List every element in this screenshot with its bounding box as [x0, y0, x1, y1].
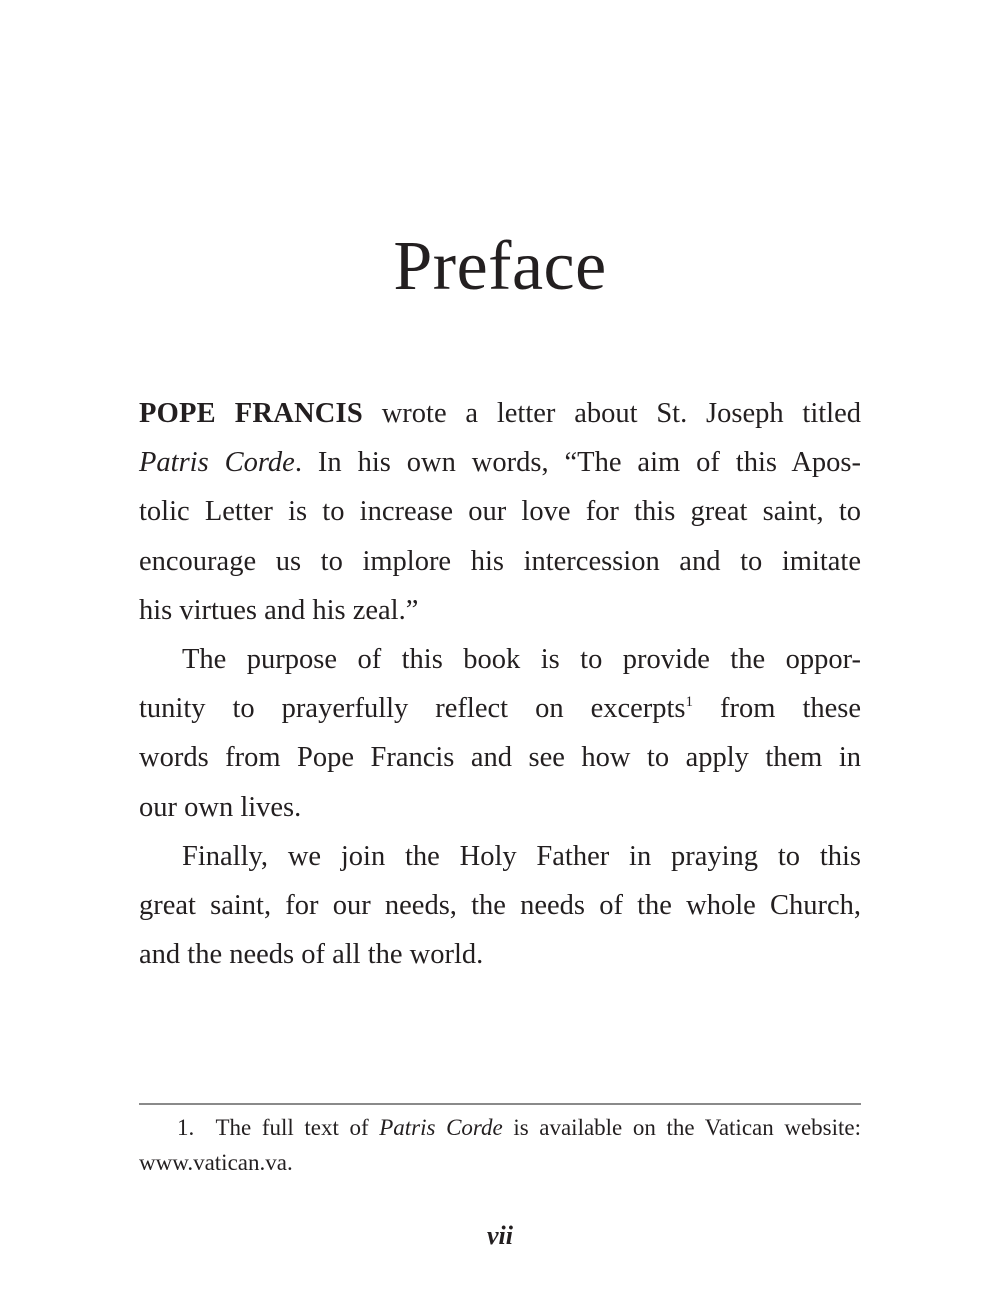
paragraph-line: and the needs of all the world. — [139, 939, 484, 971]
footnote-text: is available on the Vatican website: — [502, 1115, 861, 1140]
paragraph-line: The purpose of this book is to provide the oppor- — [182, 643, 861, 675]
lead-in-author: POPE FRANCIS — [139, 398, 363, 429]
footnote-divider — [139, 1103, 861, 1105]
footnote — [139, 1110, 861, 1180]
paragraph-line — [139, 438, 861, 487]
footnote-text: The full text of — [215, 1115, 380, 1140]
preface-body — [139, 389, 861, 979]
footnote-number: 1. — [177, 1115, 195, 1140]
line-text: from these — [693, 693, 861, 725]
paragraph-line: words from Pope Francis and see how to apply them in — [139, 742, 861, 774]
line-text: . In his own words, “The aim of this Apos- — [294, 447, 861, 479]
paragraph-line: Finally, we join the Holy Father in praying to this — [182, 840, 861, 872]
footnote-reference[interactable]: 1 — [685, 694, 694, 711]
footnote-line — [139, 1110, 861, 1145]
footnote-url[interactable]: www.vatican.va. — [139, 1150, 293, 1175]
footnote-book-title: Patris Corde — [379, 1115, 503, 1140]
book-title-italic: Patris Corde — [139, 447, 295, 479]
paragraph-1 — [139, 389, 861, 635]
paragraph-line: his virtues and his zeal.” — [139, 594, 419, 626]
paragraph-line: our own lives. — [139, 791, 302, 823]
line-text: wrote a letter about St. Joseph titled — [362, 398, 862, 429]
paragraph-line: tolic Letter is to increase our love for this great saint, to — [139, 496, 861, 528]
paragraph-line — [139, 389, 861, 438]
paragraph-line: great saint, for our needs, the needs of the whole Church, — [139, 889, 861, 921]
paragraph-line — [139, 684, 861, 733]
paragraph-line: encourage us to implore his intercession and to imitate — [139, 545, 861, 577]
line-text: tunity to prayerfully reflect on excerpts — [139, 693, 686, 725]
paragraph-3 — [139, 832, 861, 980]
page-number: vii — [487, 1221, 513, 1250]
paragraph-2 — [139, 635, 861, 832]
page-title: Preface — [393, 228, 607, 305]
